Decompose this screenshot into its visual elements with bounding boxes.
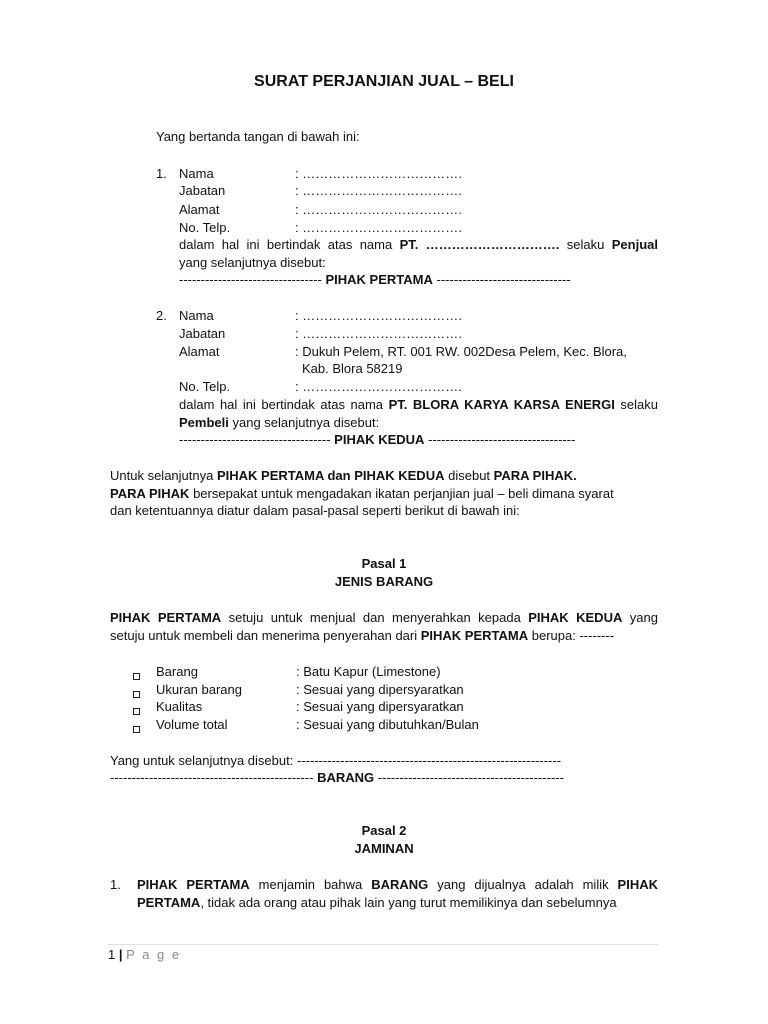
party-2-name-label: Nama (179, 308, 214, 323)
text-bold: BARANG (371, 877, 429, 892)
party-1-name-label: Nama (179, 166, 214, 181)
acting-as: selaku (566, 237, 605, 252)
text: disebut (448, 468, 491, 483)
pasal-1-called: Yang untuk selanjutnya disebut: ------------------------------------------------------------- (110, 753, 562, 768)
party-2-address-cont: Kab. Blora 58219 (302, 361, 403, 376)
pasal-1-subheading: JENIS BARANG (334, 574, 434, 589)
text: Untuk selanjutnya (110, 468, 214, 483)
document-title: SURAT PERJANJIAN JUAL – BELI (254, 73, 514, 90)
party-2-position-label: Jabatan (179, 326, 226, 341)
dash-right: ------------------------------- (436, 272, 571, 287)
acting-prefix: dalam hal ini bertindak atas nama (179, 397, 384, 412)
dash-right: ---------------------------------- (428, 432, 576, 447)
dash-right: ------------------------------------------- (377, 770, 564, 785)
goods-designation: BARANG (317, 770, 375, 785)
party-1-phone-value: : ………………………………. (295, 220, 462, 235)
goods-item-label: Kualitas (156, 699, 203, 714)
party-2-phone-value: : ………………………………. (295, 379, 462, 394)
party-2-role: Pembeli (179, 415, 229, 430)
party-1-role: Penjual (611, 237, 658, 252)
text: bersepakat untuk mengadakan ikatan perjanjian jual – beli dimana syarat (193, 486, 614, 501)
footer-divider (108, 944, 658, 945)
parties-line-1 (110, 468, 577, 483)
intro-text: Yang bertanda tangan di bawah ini: (156, 129, 360, 144)
acting-company: PT. …………………………. (399, 237, 560, 252)
party-2-designation-line (179, 432, 575, 447)
checkbox-bullet-icon (133, 703, 140, 718)
checkbox-bullet-icon (133, 721, 140, 736)
checkbox-bullet-icon (133, 668, 140, 683)
checkbox-bullet-icon (133, 686, 140, 701)
goods-item-value: : Sesuai yang dibutuhkan/Bulan (296, 717, 479, 732)
acting-prefix: dalam hal ini bertindak atas nama (179, 237, 393, 252)
goods-item-label: Ukuran barang (156, 682, 242, 697)
party-1-acting-line (179, 237, 658, 252)
party-2-address-label: Alamat (179, 344, 220, 359)
goods-item-value: : Batu Kapur (Limestone) (296, 664, 441, 679)
party-2-position-value: : ………………………………. (295, 326, 462, 341)
party-2-role-line (179, 415, 379, 430)
text-bold: PARA PIHAK (110, 486, 190, 501)
goods-item-value: : Sesuai yang dipersyaratkan (296, 682, 464, 697)
pasal-2-line-2 (137, 895, 617, 910)
text-bold: PIHAK PERTAMA (137, 877, 250, 892)
pasal-1-designation-line (110, 770, 564, 785)
text-bold: PARA PIHAK. (493, 468, 577, 483)
party-2-phone-label: No. Telp. (179, 379, 231, 394)
goods-item-label: Volume total (156, 717, 228, 732)
acting-as: selaku (620, 397, 658, 412)
pasal-1-para-line-1 (110, 610, 658, 625)
party-1-address-value: : ………………………………. (295, 202, 462, 217)
parties-line-2 (110, 486, 614, 501)
text: , tidak ada orang atau pihak lain yang turut memilikinya dan sebelumnya (200, 895, 617, 910)
party-2-address-value: : Dukuh Pelem, RT. 001 RW. 002Desa Pelem, Kec. Blora, (295, 344, 627, 359)
text: menjamin bahwa (258, 877, 363, 892)
pasal-2-heading: Pasal 2 (361, 823, 407, 838)
dash-left: ----------------------------------------------- (110, 770, 314, 785)
page-separator: | (115, 947, 127, 962)
text: setuju untuk menjual dan menyerahkan kepada (228, 610, 521, 625)
party-1-position-value: : ………………………………. (295, 183, 462, 198)
text-bold: PIHAK PERTAMA (420, 628, 529, 643)
party-2-name-value: : ………………………………. (295, 308, 462, 323)
text: yang (629, 610, 658, 625)
text: setuju untuk membeli dan menerima penyerahan dari (110, 628, 418, 643)
pasal-1-para-line-2 (110, 628, 614, 643)
party-1-designation: PIHAK PERTAMA (325, 272, 433, 287)
text: berupa: -------- (531, 628, 615, 643)
text-bold: PIHAK (617, 877, 658, 892)
party-1-position-label: Jabatan (179, 183, 226, 198)
pasal-2-item-number: 1. (110, 877, 121, 892)
text-bold: PERTAMA (137, 895, 201, 910)
party-1-address-label: Alamat (179, 202, 220, 217)
text-bold: PIHAK PERTAMA (110, 610, 222, 625)
page-label: P a g e (126, 947, 182, 962)
goods-item-value: : Sesuai yang dipersyaratkan (296, 699, 464, 714)
pasal-1-heading: Pasal 1 (361, 556, 407, 571)
party-2-acting-line (179, 397, 658, 412)
party-1-designation-line (179, 272, 571, 287)
party-2-designation: PIHAK KEDUA (334, 432, 425, 447)
party-1-name-value: : ………………………………. (295, 166, 462, 181)
party-1-called: yang selanjutnya disebut: (179, 255, 326, 270)
text-bold: PIHAK KEDUA (528, 610, 623, 625)
text-bold: PIHAK PERTAMA dan PIHAK KEDUA (216, 468, 445, 483)
acting-company: PT. BLORA KARYA KARSA ENERGI (388, 397, 615, 412)
party-2-called: yang selanjutnya disebut: (232, 415, 380, 430)
party-1-phone-label: No. Telp. (179, 220, 231, 235)
dash-left: ----------------------------------- (179, 432, 331, 447)
dash-left: --------------------------------- (179, 272, 322, 287)
parties-line-3: dan ketentuannya diatur dalam pasal-pasal seperti berikut di bawah ini: (110, 503, 520, 518)
pasal-2-line-1 (137, 877, 658, 892)
text: yang dijualnya adalah milik (437, 877, 609, 892)
page-footer (108, 947, 181, 962)
page-number: 1 (108, 947, 116, 962)
goods-item-label: Barang (156, 664, 198, 679)
party-1-number: 1. (156, 166, 167, 181)
pasal-2-subheading: JAMINAN (354, 841, 414, 856)
party-2-number: 2. (156, 308, 167, 323)
